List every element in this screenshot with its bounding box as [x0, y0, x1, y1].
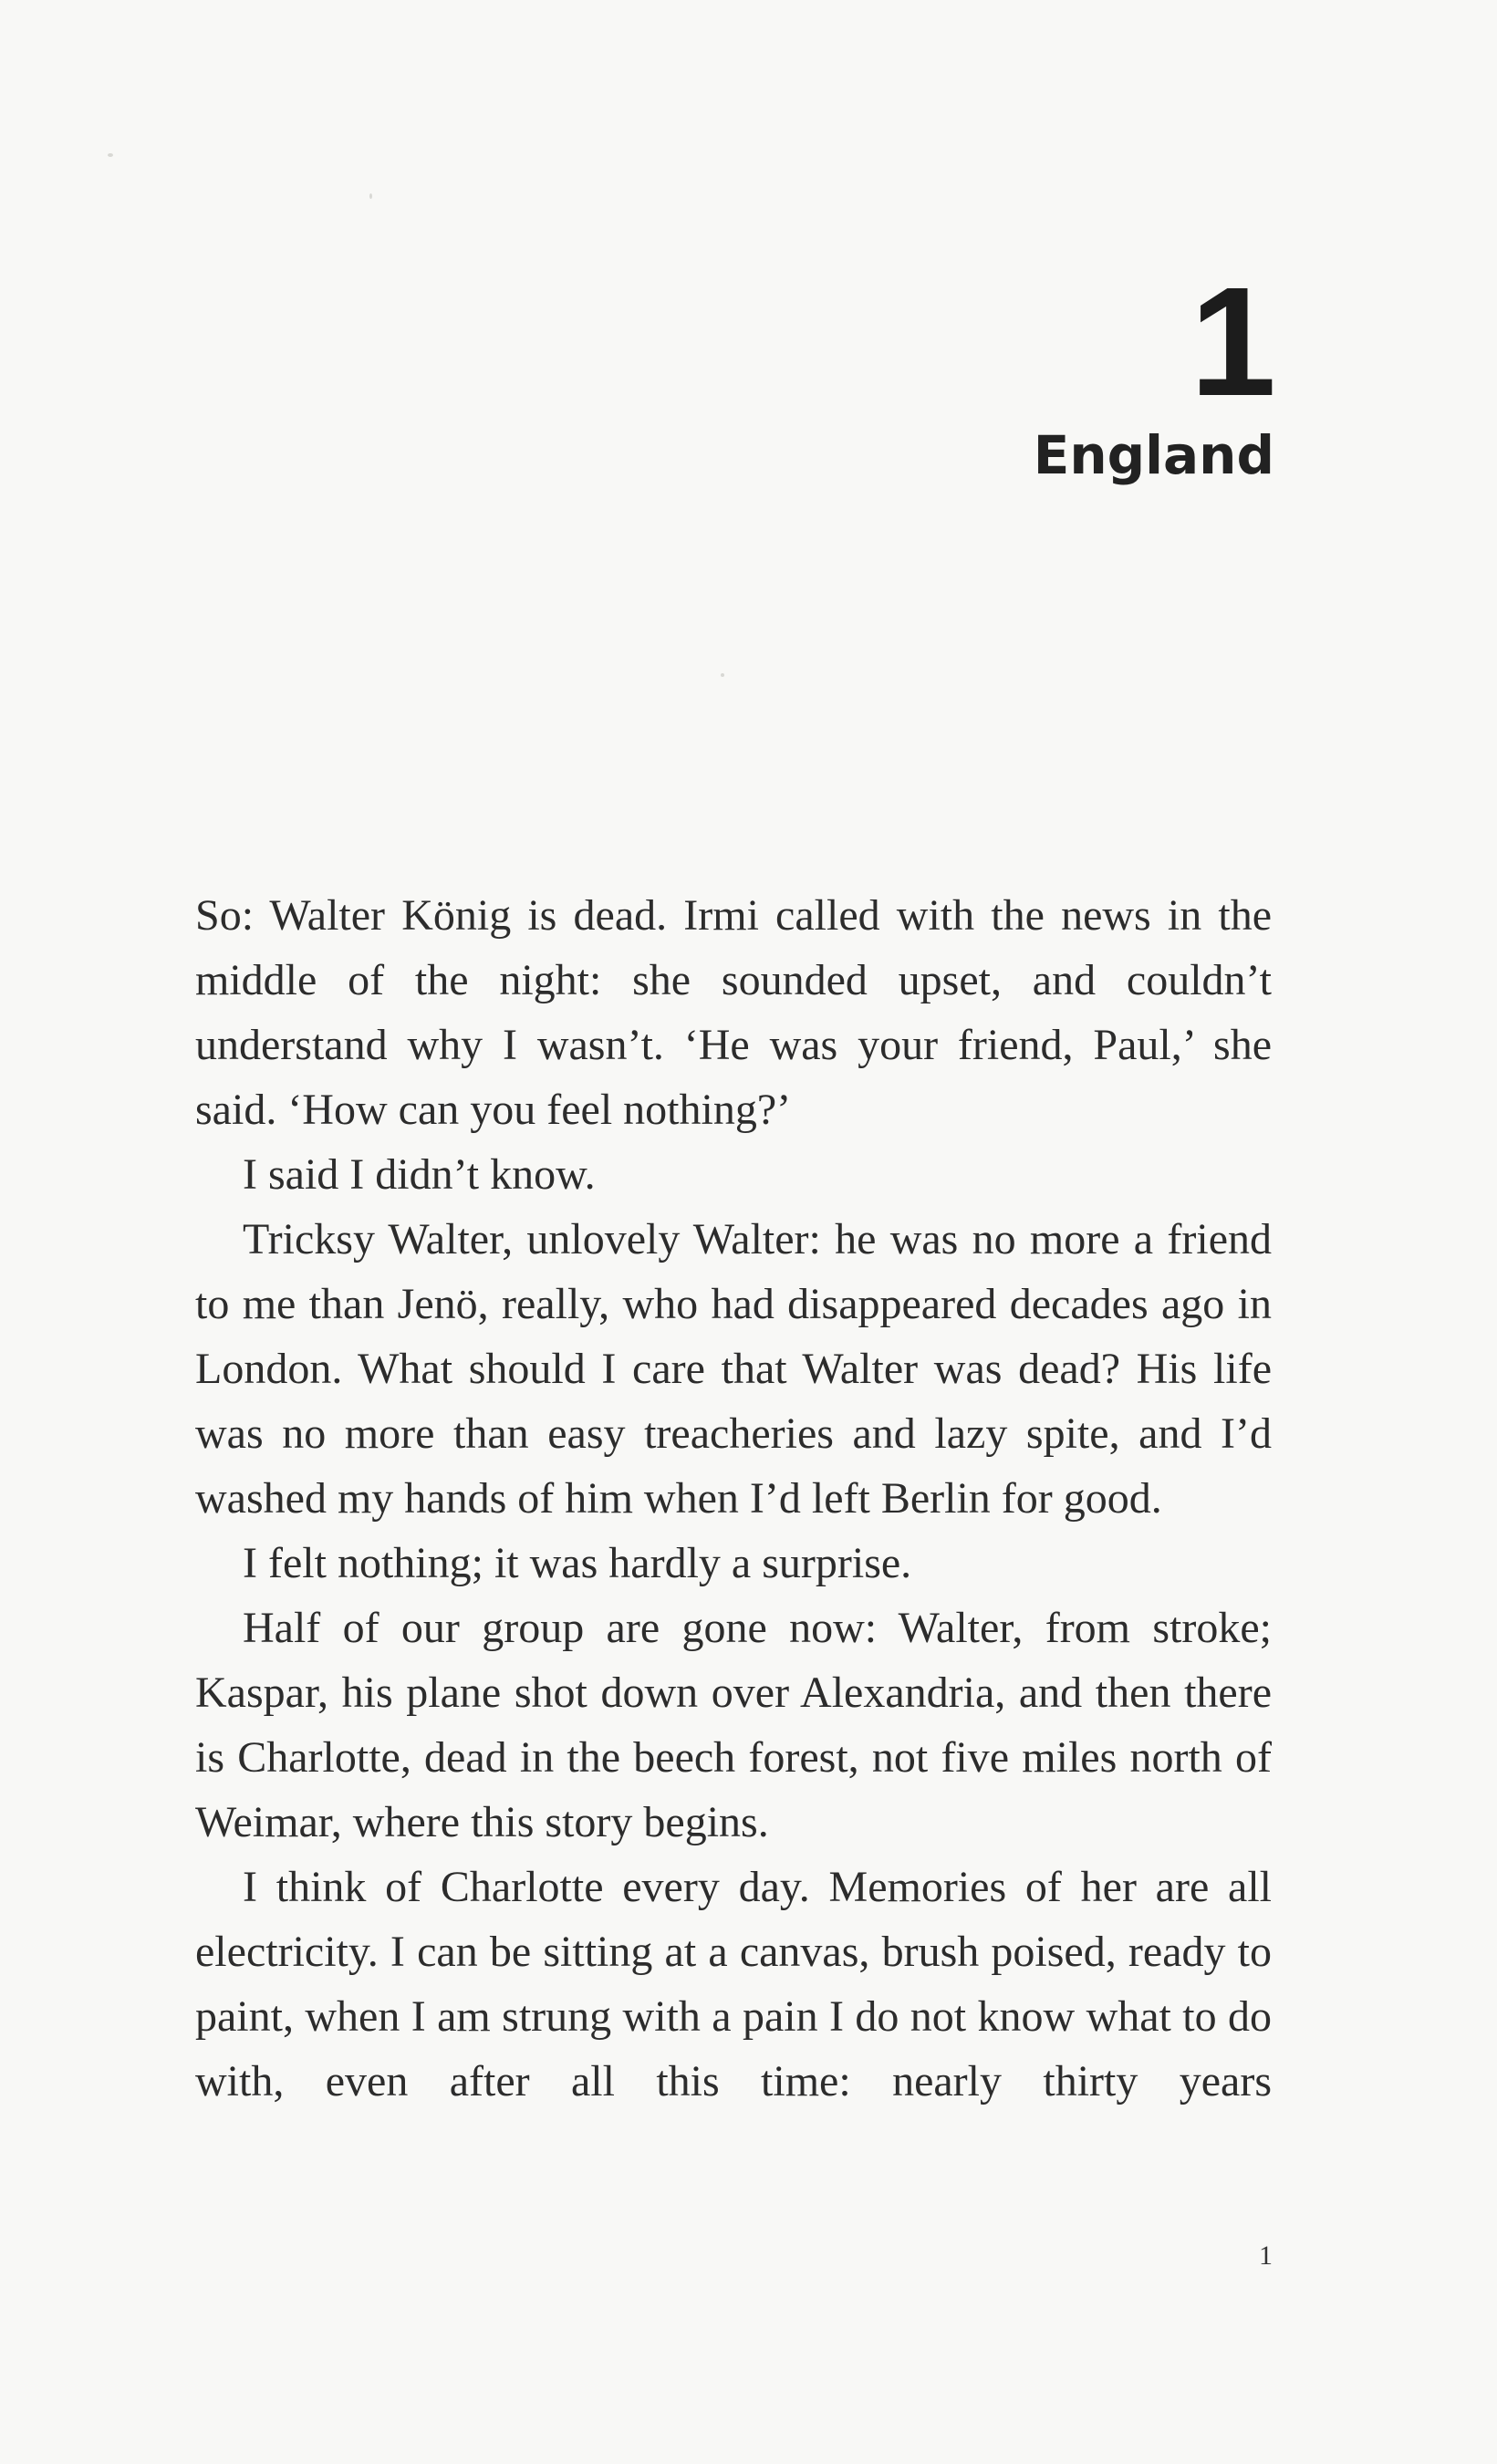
paragraph: I felt nothing; it was hardly a surprise.	[243, 1539, 912, 1587]
chapter-body	[195, 883, 1272, 2114]
paragraph: I think of Charlotte every day. Memories of her are all electricity. I can be sitting at a canvas, brush poised, ready to paint, when I am strung with a pain I do not know what to do with, even after all this time: nearly thirty years	[195, 1863, 1272, 2105]
chapter-title: England	[1033, 424, 1274, 486]
paragraph: Tricksy Walter, unlovely Walter: he was no more a friend to me than Jenö, really, who had disappeared decades ago in London. What should I care that Walter was dead? His life was no more than easy treacheries and lazy spite, and I’d washed my hands of him when I’d left Berlin for good.	[195, 1215, 1272, 1523]
page-number: 1	[1259, 2240, 1273, 2271]
paragraph: I said I didn’t know.	[243, 1150, 596, 1199]
paragraph: Half of our group are gone now: Walter, from stroke; Kaspar, his plane shot down over Alexandria, and then there is Charlotte, dead in the beech forest, not five miles north of Weimar, where this story begins.	[195, 1604, 1272, 1846]
paper-speck	[108, 153, 113, 157]
paper-speck	[369, 193, 372, 199]
paragraph: So: Walter König is dead. Irmi called with the news in the middle of the night: she sounded upset, and couldn’t understand why I wasn’t. ‘He was your friend, Paul,’ she said. ‘How can you feel nothing?’	[195, 891, 1272, 1134]
paper-speck	[721, 673, 724, 677]
chapter-number: 1	[1190, 255, 1273, 429]
